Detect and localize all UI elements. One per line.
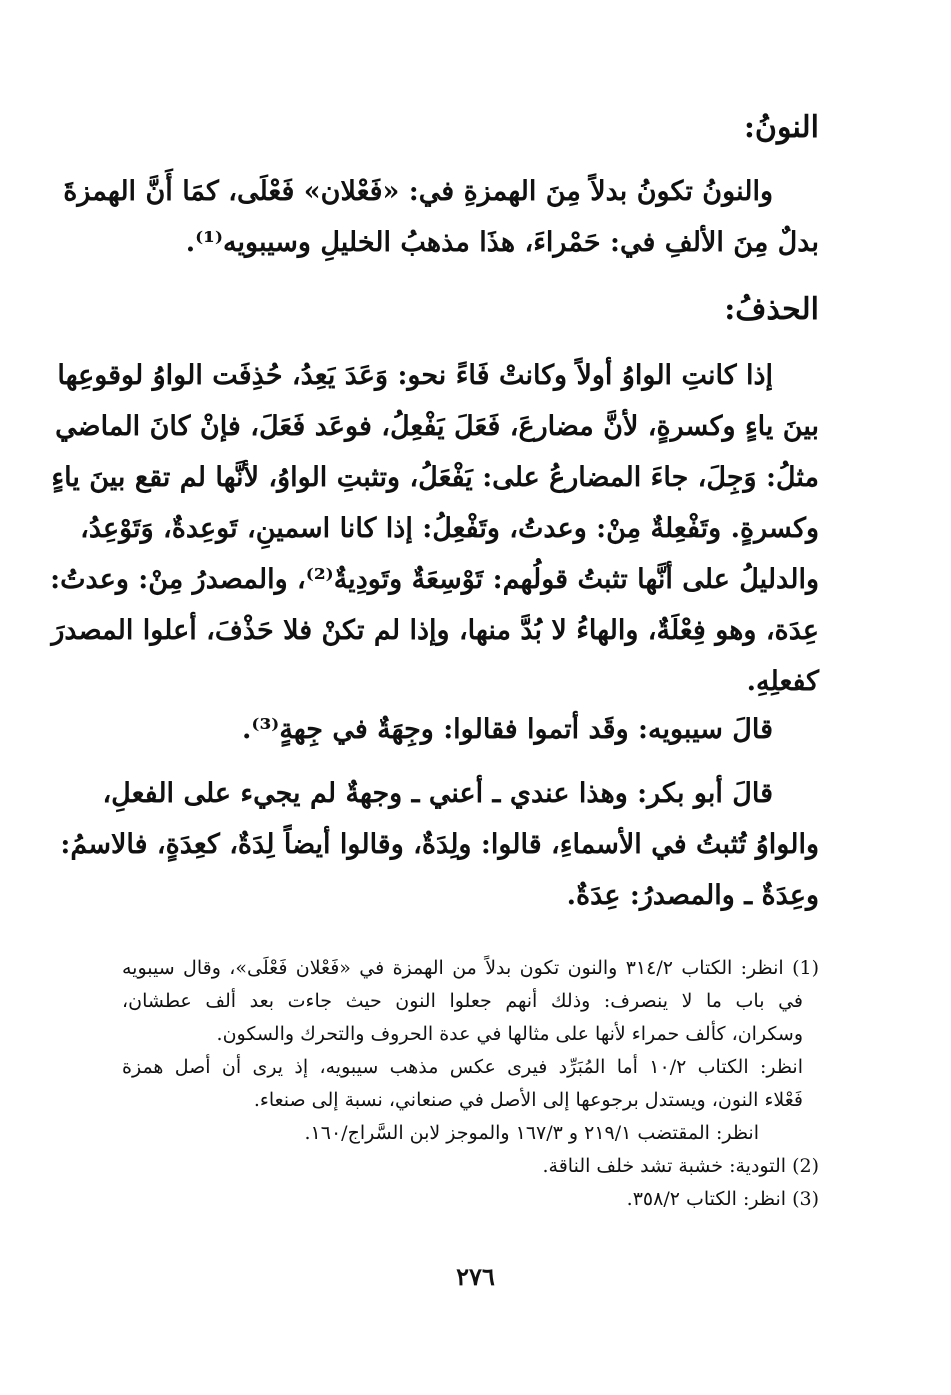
footnote-3: (3) انظر: الكتاب ٣٥٨/٢. xyxy=(626,1188,819,1210)
text-line: والنونُ تكونُ بدلاً مِنَ الهمزةِ في: «فَعْلان» فَعْلَى، كمَا أَنَّ الهمزةَ xyxy=(63,176,773,207)
text-line: والواوُ تُثبتُ في الأسماءِ، قالوا: ولِدَةٌ، وقالوا أيضاً لِدَةٌ، كعِدَةٍ، فالاسمُ: xyxy=(60,829,819,860)
text-line: وكسرةٍ. وتَفْعِلةٌ مِنْ: وعدتُ، وتَفْعِلُ: إذا كانا اسمينِ، تَوعِدةٌ، وَتَوْعِدُ، xyxy=(80,513,819,544)
text-line: بدلٌ مِنَ الألفِ في: حَمْراءَ، هذَا مذهبُ الخليلِ وسيبويه⁽¹⁾. xyxy=(185,227,819,258)
paragraph-nun xyxy=(63,166,819,268)
section-heading-nun: النونُ: xyxy=(743,110,819,145)
text-line: قالَ سيبويه: وقَد أتموا فقالوا: وجِهَةٌ في جِهةٍ⁽³⁾. xyxy=(242,714,773,745)
footnote-1-line: انظر: الكتاب ١٠/٢ أما المُبَرِّد فيرى عكس مذهب سيبويه، إذ يرى أن أصل همزة xyxy=(122,1056,803,1078)
footnote-1-ref: انظر: المقتضب ٢١٩/١ و ١٦٧/٣ والموجز لابن السَّراج/١٦٠. xyxy=(304,1122,759,1144)
footnote-1-line: في باب ما لا ينصرف: وذلك أنهم جعلوا النون حيث جاءت بعد ألف عطشان، xyxy=(122,990,803,1012)
paragraph-hadhf-3 xyxy=(60,768,819,921)
footnote-1-line: فَعْلاء النون، ويستدل برجوعها إلى الأصل في صنعاني، نسبة إلى صنعاء. xyxy=(253,1089,803,1111)
footnotes xyxy=(122,952,819,1216)
text-line: مثلُ: وَجِلَ، جاءَ المضارعُ على: يَفْعَلُ، وتثبتِ الواوُ، لأنَّها لم تقع بينَ ياءٍ xyxy=(51,462,819,493)
text-line: بينَ ياءٍ وكسرةٍ، لأنَّ مضارعَ، فَعَلَ يَفْعِلُ، فوعَد فَعَلَ، فإنْ كانَ الماضي xyxy=(55,411,819,442)
section-heading-hadhf: الحذفُ: xyxy=(724,292,819,327)
text-line: إذا كانتِ الواوُ أولاً وكانتْ فَاءً نحو: وَعَدَ يَعِدُ، حُذِفَت الواوُ لوقوعِها xyxy=(57,360,773,391)
text-line: كفعلِهِ. xyxy=(746,666,819,697)
text-line: عِدَة، وهو فِعْلَةٌ، والهاءُ لا بُدَّ منها، وإذا لم تكنْ فلا حَذْفَ، أعلوا المصدرَ xyxy=(51,615,819,646)
text-line: قالَ أبو بكر: وهذا عندي ـ أعني ـ وجهةٌ لم يجيء على الفعلِ، xyxy=(102,778,773,809)
text-line: وعِدَةٌ ـ والمصدرُ: عِدَةٌ. xyxy=(566,880,819,911)
paragraph-hadhf-2 xyxy=(122,704,819,755)
footnote-1-line: وسكران، كألف حمراء لأنها على مثالها في عدة الحروف والتحرك والسكون. xyxy=(216,1023,803,1045)
text-line: والدليلُ على أنَّها تثبتُ قولُهم: تَوْسِعَةٌ وتَودِيةٌ⁽²⁾، والمصدرُ مِنْ: وعدتُ: xyxy=(50,564,819,595)
paragraph-hadhf-1 xyxy=(50,350,819,707)
page-number: ٢٧٦ xyxy=(456,1262,495,1291)
footnote-1-line: (1) انظر: الكتاب ٣١٤/٢ والنون تكون بدلاً من الهمزة في «فَعْلان فَعْلَى»، وقال سيبويه xyxy=(122,957,819,979)
footnote-2: (2) التودية: خشبة تشد خلف الناقة. xyxy=(542,1155,819,1177)
